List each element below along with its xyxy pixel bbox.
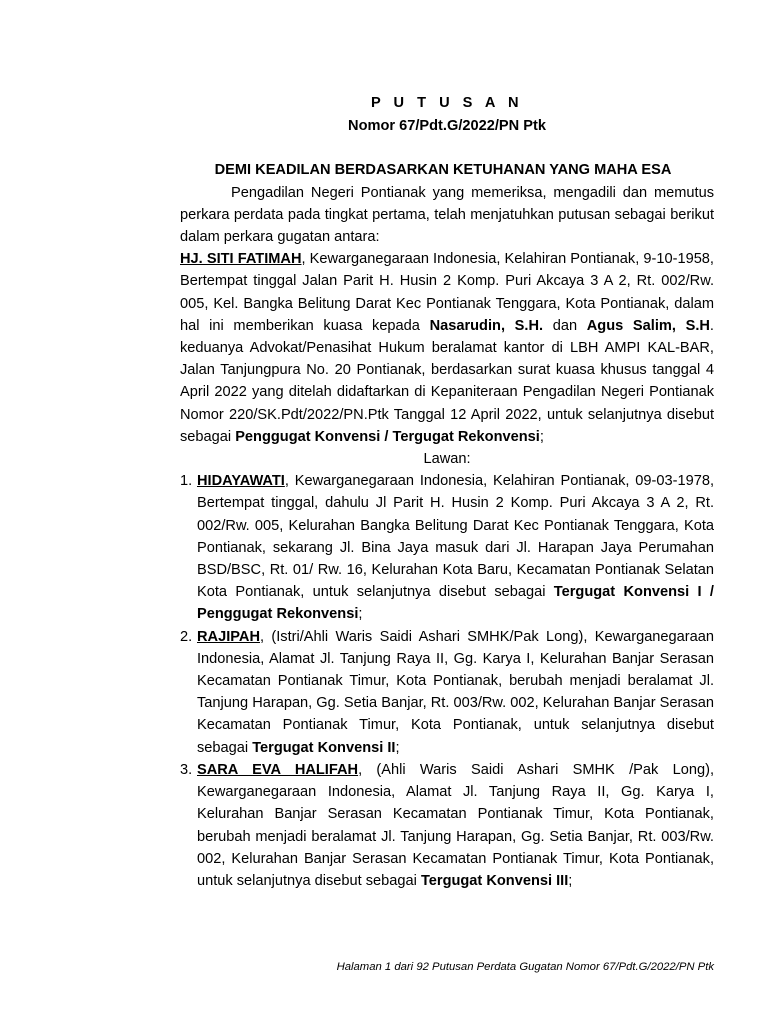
text-segment: , (Ahli Waris Saidi Ashari SMHK /Pak Long), Kewarganegaraan Indonesia, Alamat Jl. Tanjung Raya II, Gg. Karya I, Kelurahan Banjar Serasan Kecamatan Pontianak Timur, Kota Pontianak, berubah menjadi beralamat Jl. Tanjung Harapan, Gg. Setia Banjar, Rt. 003/Rw. 002, Kelurahan Banjar Serasan Kecamatan Pontianak Timur, Kota Pontianak, untuk selanjutnya disebut sebagai [197,761,714,889]
text-segment: ; [395,739,400,756]
emphasized-text: HIDAYAWATI [197,473,285,490]
document-title: P U T U S A N [370,95,524,111]
defendant-text [197,473,714,622]
intro-paragraph [180,182,714,249]
emphasized-text: Tergugat Konvensi II [252,739,396,756]
text-segment: . keduanya Advokat/Penasihat Hukum beralamat kantor di LBH AMPI KAL-BAR, Jalan Tanjungpura No. 20 Pontianak, berdasarkan surat kuasa khusus tanggal 4 April 2022 yang ditelah didaftarkan di Kepaniteraan Pengadilan Negeri Pontianak Nomor 220/SK.Pdt/2022/PN.Ptk Tanggal 12 April 2022, untuk selanjutnya disebut sebagai [180,317,714,445]
emphasized-text: Nasarudin, S.H. [429,317,544,334]
list-number: 3. [180,761,193,778]
text-segment: dan [543,317,587,334]
emphasized-text: SARA EVA HALIFAH [197,761,359,778]
text-segment: , Kewarganegaraan Indonesia, Kelahiran Pontianak, 9-10-1958, Bertempat tinggal Jalan Parit H. Husin 2 Komp. Puri Akcaya 3 A 2, Rt. 002/Rw. 005, Kel. Bangka Belitung Darat Kec Pontianak Tenggara, Kota Pontianak, dalam hal ini memberikan kuasa kepada [180,251,714,334]
defendant-text [197,762,714,889]
emphasized-text: Tergugat Konvensi I / Penggugat Rekonvensi [197,584,714,623]
case-number: Nomor 67/Pdt.G/2022/PN Ptk [348,118,546,135]
text-segment: ; [568,872,573,889]
text-segment: ; [358,606,363,623]
document-body [180,92,714,892]
defendant-item [180,759,714,892]
list-number: 2. [180,628,193,645]
text-segment: , Kewarganegaraan Indonesia, Kelahiran Pontianak, 09-03-1978, Bertempat tinggal, dahulu Jl Parit H. Husin 2 Komp. Puri Akcaya 3 A 2, Rt. 002/Rw. 005, Kelurahan Bangka Belitung Darat Kec Pontianak Tenggara, Kota Pontianak, sekarang Jl. Bina Jaya masuk dari Jl. Harapan Jaya Perumahan BSD/BSC, Rt. 01/ Rw. 16, Kelurahan Kota Baru, Kecamatan Pontianak Selatan Kota Pontianak, untuk selanjutnya disebut sebagai [197,473,714,601]
defendants-list [180,470,714,892]
emphasized-text: HJ. SITI FATIMAH [180,251,302,268]
page-footer: Halaman 1 dari 92 Putusan Perdata Gugatan Nomor 67/Pdt.G/2022/PN Ptk [336,961,714,973]
defendant-text [197,629,714,756]
versus-label: Lawan: [423,451,471,468]
text-segment: ; [539,428,544,445]
emphasized-text: Agus Salim, S.H [586,317,710,334]
emphasized-text: Penggugat Konvensi / Tergugat Rekonvensi [235,428,540,445]
text-segment: , (Istri/Ahli Waris Saidi Ashari SMHK/Pak Long), Kewarganegaraan Indonesia, Alamat Jl. Tanjung Raya II, Gg. Karya I, Kelurahan Banjar Serasan Kecamatan Pontianak Timur, Kota Pontianak, berubah menjadi beralamat Jl. Tanjung Harapan, Gg. Setia Banjar, Rt. 003/Rw. 002, Kelurahan Banjar Serasan Kecamatan Pontianak Timur, Kota Pontianak, untuk selanjutnya disebut sebagai [197,628,714,756]
irah-irah-heading: DEMI KEADILAN BERDASARKAN KETUHANAN YANG MAHA ESA [214,162,672,179]
defendant-item [180,626,714,759]
emphasized-text: RAJIPAH [197,628,260,645]
plaintiff-paragraph [180,248,714,448]
text-segment: Pengadilan Negeri Pontianak yang memeriksa, mengadili dan memutus perkara perdata pada tingkat pertama, telah menjatuhkan putusan sebagai berikut dalam perkara gugatan antara: [180,184,714,246]
defendant-item [180,470,714,625]
list-number: 1. [180,473,193,490]
emphasized-text: Tergugat Konvensi III [420,872,569,889]
